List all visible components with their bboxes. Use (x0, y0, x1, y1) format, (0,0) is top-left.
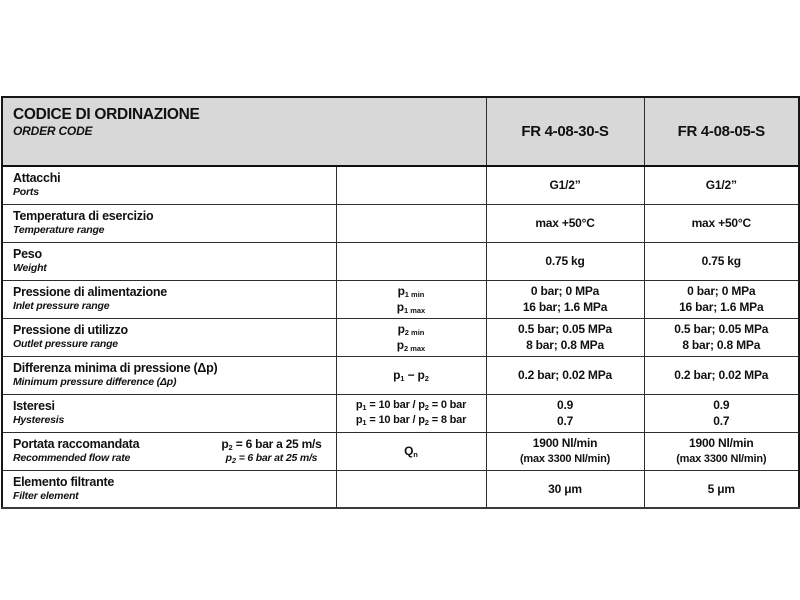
row-value-cell (644, 166, 799, 204)
value-line: 1900 Nl/min (532, 436, 598, 451)
table-row (2, 356, 799, 394)
row-symbol-cell (336, 166, 486, 204)
row-label-it: Attacchi (13, 171, 61, 186)
row-symbol-cell (336, 470, 486, 508)
row-label-cell (2, 204, 336, 242)
row-value-cell (486, 280, 644, 318)
row-value-cell (486, 394, 644, 432)
subscript: 2 (228, 442, 233, 452)
subscript: 1 (362, 418, 367, 427)
value-line: (max 3300 Nl/min) (519, 452, 611, 465)
row-value-cell (644, 394, 799, 432)
subscript: 1 (400, 373, 405, 383)
row-value-cell (644, 204, 799, 242)
value-line: 30 μm (548, 481, 582, 496)
row-label-cell (2, 242, 336, 280)
flow-condition-note-en: $p_2 = 6$ bar at 25 m/s (225, 451, 318, 465)
order-code-title-it: CODICE DI ORDINAZIONE (13, 106, 200, 123)
value-line: 0.7 (556, 414, 574, 428)
row-label-block (13, 285, 336, 313)
row-label-block (13, 323, 336, 351)
table-row (2, 280, 799, 318)
row-symbol-cell (336, 432, 486, 470)
flow-condition-note (221, 437, 321, 465)
row-label-block (13, 171, 336, 199)
symbol-line: $p_{2 max}$ (396, 338, 426, 353)
order-code-header-cell (2, 97, 486, 166)
row-value-cell (644, 432, 799, 470)
row-label-en: Filter element (13, 489, 79, 502)
value-line: 0.9 (556, 397, 574, 412)
row-label-it: Isteresi (13, 398, 55, 413)
row-label-it: Temperatura di esercizio (13, 208, 154, 223)
order-code-col2: FR 4-08-05-S (644, 97, 799, 166)
row-label-cell (2, 280, 336, 318)
row-label-block (13, 399, 336, 427)
value-line: 0.9 (713, 397, 730, 412)
value-line: 0.5 bar; 0.05 MPa (674, 321, 769, 336)
symbol-line: $p_{2 min}$ (397, 321, 425, 337)
symbol-line: $Q_n$ (404, 443, 418, 459)
spec-table-body (2, 166, 799, 508)
row-symbol-cell (336, 356, 486, 394)
table-row (2, 318, 799, 356)
header-row (2, 97, 799, 166)
value-line: 0.2 bar; 0.02 MPa (518, 367, 612, 382)
value-line: 0.2 bar; 0.02 MPa (674, 367, 769, 382)
row-value-cell (486, 356, 644, 394)
value-line: 1900 Nl/min (689, 436, 754, 451)
row-value-cell (486, 242, 644, 280)
row-label-en: Minimum pressure difference (Δp) (13, 375, 177, 388)
row-label-en: Hysteresis (13, 413, 65, 426)
subscript: 2 (231, 455, 236, 465)
label-with-note (13, 437, 336, 465)
value-line: G1/2” (705, 178, 737, 193)
row-label-it: Pressione di alimentazione (13, 284, 167, 299)
row-symbol-cell (336, 204, 486, 242)
value-line: 0.7 (713, 414, 730, 428)
row-label-en: Inlet pressure range (13, 299, 110, 312)
row-symbol-cell (336, 394, 486, 432)
subscript: 2 max (403, 344, 426, 353)
row-label-block (13, 209, 336, 237)
row-label-it: Differenza minima di pressione (Δp) (13, 360, 218, 375)
row-label-en: Weight (13, 261, 47, 274)
value-line: (max 3300 Nl/min) (676, 452, 767, 465)
value-line: max +50°C (691, 215, 751, 230)
spec-table (1, 96, 800, 509)
subscript: 2 (424, 403, 429, 413)
subscript: 2 (424, 418, 429, 427)
row-label-cell (2, 318, 336, 356)
row-label-it: Peso (13, 246, 42, 261)
subscript: 2 min (404, 327, 425, 337)
row-label-it: Pressione di utilizzo (13, 322, 128, 337)
subscript: 1 (362, 403, 367, 413)
value-line: 0.75 kg (701, 253, 741, 268)
table-row (2, 394, 799, 432)
row-value-cell (486, 204, 644, 242)
value-line: 8 bar; 0.8 MPa (526, 338, 604, 352)
subscript: n (413, 449, 418, 459)
row-value-cell (644, 470, 799, 508)
subscript: 2 (424, 373, 429, 383)
value-line: 0.5 bar; 0.05 MPa (518, 321, 612, 336)
value-line: 8 bar; 0.8 MPa (682, 338, 761, 352)
row-label-en: Ports (13, 186, 39, 199)
row-label-block (13, 437, 139, 465)
row-value-cell (644, 356, 799, 394)
row-symbol-cell (336, 280, 486, 318)
row-label-cell (2, 432, 336, 470)
row-value-cell (644, 280, 799, 318)
value-line: 16 bar; 1.6 MPa (679, 300, 764, 314)
symbol-line: $p_1 = 10$ bar / $p_2 = 0$ bar (355, 399, 467, 413)
row-label-it: Portata raccomandata (13, 436, 140, 451)
row-label-cell (2, 394, 336, 432)
row-value-cell (486, 432, 644, 470)
row-label-en: Temperature range (13, 223, 105, 236)
order-code-col1: FR 4-08-30-S (486, 97, 644, 166)
row-label-block (13, 247, 336, 275)
row-value-cell (486, 166, 644, 204)
row-symbol-cell (336, 242, 486, 280)
row-label-en: Recommended flow rate (13, 451, 131, 464)
subscript: 1 max (403, 306, 426, 315)
table-row (2, 242, 799, 280)
row-symbol-cell (336, 318, 486, 356)
value-line: 0 bar; 0 MPa (687, 283, 756, 298)
table-row (2, 470, 799, 508)
row-label-cell (2, 470, 336, 508)
symbol-line: $p_{1 max}$ (396, 300, 426, 315)
symbol-line: $p_1 = 10$ bar / $p_2 = 8$ bar (355, 414, 467, 427)
row-label-cell (2, 166, 336, 204)
symbol-line: $p_1 - p_2$ (393, 367, 429, 383)
order-code-title-en: ORDER CODE (13, 124, 93, 139)
flow-condition-note-it: $p_2 = 6$ bar a 25 m/s (221, 436, 322, 452)
subscript: 1 min (404, 289, 425, 299)
row-label-block (13, 361, 336, 389)
value-line: 5 μm (707, 481, 735, 496)
row-value-cell (644, 318, 799, 356)
row-label-it: Elemento filtrante (13, 474, 115, 489)
row-value-cell (644, 242, 799, 280)
table-row (2, 432, 799, 470)
table-row (2, 166, 799, 204)
symbol-line: $p_{1 min}$ (397, 283, 425, 299)
table-row (2, 204, 799, 242)
value-line: 0 bar; 0 MPa (530, 283, 600, 298)
value-line: G1/2” (549, 178, 581, 193)
row-label-en: Outlet pressure range (13, 337, 118, 350)
value-line: max +50°C (535, 215, 595, 230)
value-line: 0.75 kg (545, 253, 585, 268)
row-value-cell (486, 318, 644, 356)
row-label-cell (2, 356, 336, 394)
value-line: 16 bar; 1.6 MPa (522, 300, 608, 314)
row-label-block (13, 475, 336, 503)
row-value-cell (486, 470, 644, 508)
